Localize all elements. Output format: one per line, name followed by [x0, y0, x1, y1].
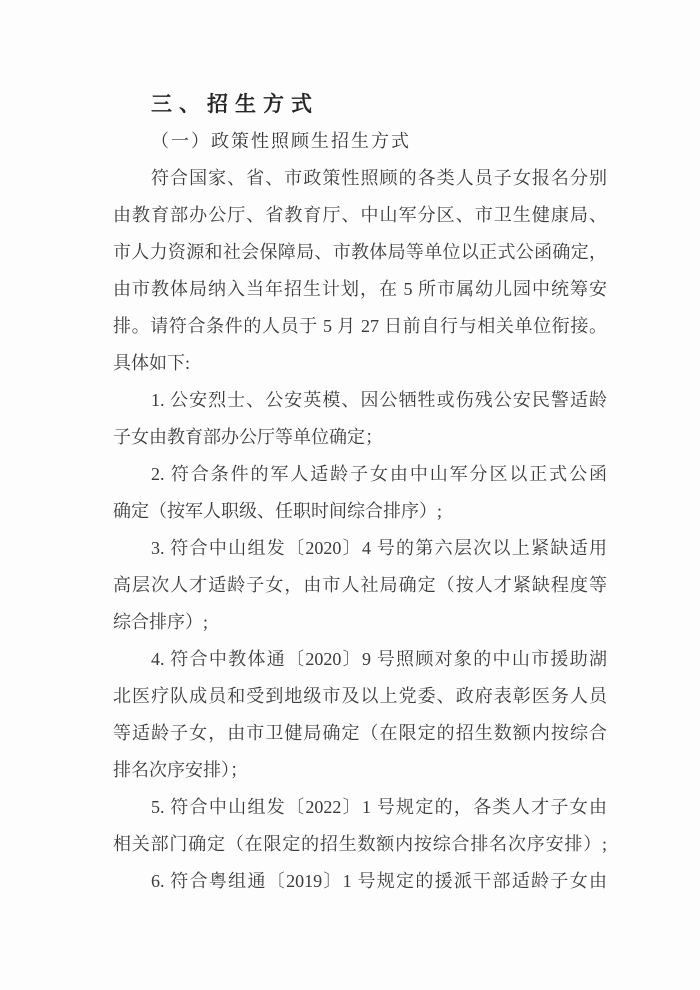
text-line: 1. 公安烈士、公安英模、因公牺牲或伤残公安民警适龄 — [151, 390, 607, 410]
text-line: 子女由教育部办公厅等单位确定； — [113, 427, 383, 447]
text-line: 高层次人才适龄子女，由市人社局确定（按人才紧缺程度等 — [113, 575, 607, 595]
text-line: 确定（按军人职级、任职时间综合排序）; — [113, 501, 442, 521]
text-line: 由教育部办公厅、省教育厅、中山军分区、市卫生健康局、 — [113, 205, 607, 225]
text-line: 由市教体局纳入当年招生计划，在 5 所市属幼儿园中统筹安 — [113, 279, 607, 299]
text-line: 具体如下: — [113, 353, 191, 373]
text-line: 相关部门确定（在限定的招生数额内按综合排名次序安排）; — [113, 834, 607, 854]
section-heading: 三、招生方式 — [151, 93, 319, 116]
text-line: 排名次序安排）； — [113, 760, 248, 780]
text-line: 3. 符合中山组发〔2020〕4 号的第六层次以上紧缺适用 — [151, 538, 607, 558]
text-line: 北医疗队成员和受到地级市及以上党委、政府表彰医务人员 — [113, 686, 607, 706]
document-body — [113, 86, 607, 900]
text-line: 6. 符合粤组通〔2019〕1 号规定的援派干部适龄子女由 — [151, 871, 607, 891]
text-line: 4. 符合中教体通〔2020〕9 号照顾对象的中山市援助湖 — [151, 649, 607, 669]
text-line: 5. 符合中山组发〔2022〕1 号规定的，各类人才子女由 — [151, 797, 607, 817]
text-line: 综合排序）; — [113, 612, 209, 632]
section-subheading: （一）政策性照顾生招生方式 — [151, 131, 411, 151]
text-line: 2. 符合条件的军人适龄子女由中山军分区以正式公函 — [151, 464, 607, 484]
text-line: 排。请符合条件的人员于 5 月 27 日前自行与相关单位衔接。 — [113, 316, 607, 336]
text-line: 符合国家、省、市政策性照顾的各类人员子女报名分别 — [151, 168, 607, 188]
text-line: 市人力资源和社会保障局、市教体局等单位以正式公函确定， — [113, 242, 607, 262]
text-line: 等适龄子女，由市卫健局确定（在限定的招生数额内按综合 — [113, 723, 607, 743]
